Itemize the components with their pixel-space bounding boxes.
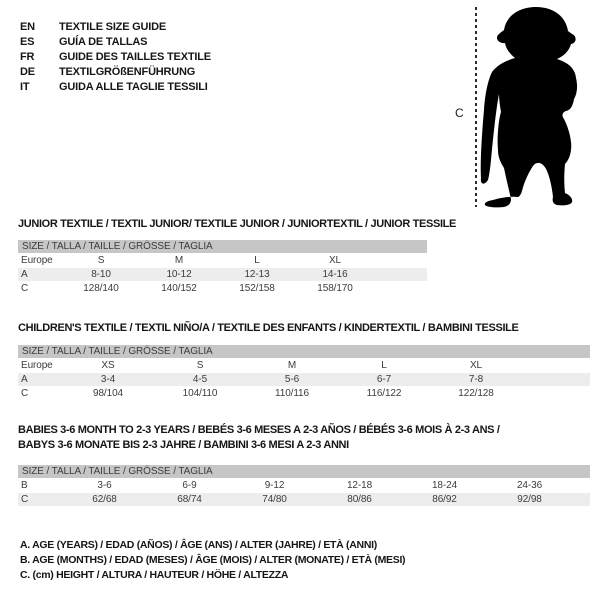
size-cell: S	[196, 360, 204, 371]
size-cell: 6-7	[376, 374, 392, 385]
size-cell: 158/170	[317, 283, 353, 294]
size-cell: 68/74	[177, 494, 202, 505]
junior-table-title: JUNIOR TEXTILE / TEXTIL JUNIOR/ TEXTILE JUNIOR / JUNIORTEXTIL / JUNIOR TESSILE	[18, 218, 457, 230]
size-cell: 116/122	[366, 388, 402, 399]
table-row	[18, 373, 590, 386]
language-title-list	[20, 19, 211, 95]
size-cell: 62/68	[92, 494, 117, 505]
babies-size-table	[18, 465, 590, 506]
size-cell: 14-16	[322, 269, 348, 280]
size-cell: S	[97, 255, 105, 266]
babies-title-line-2: BABYS 3-6 MONATE BIS 2-3 JAHRE / BAMBINI 3-6 MESI A 2-3 ANNI	[18, 438, 349, 451]
lang-title: TEXTILGRÖßENFÜHRUNG	[59, 66, 196, 79]
row-label: C	[21, 494, 29, 505]
size-cell: M	[174, 255, 184, 266]
size-cell: 3-4	[100, 374, 116, 385]
size-cell: 12-18	[346, 480, 373, 491]
lang-code: IT	[20, 81, 30, 94]
size-cell: L	[254, 255, 260, 266]
table-row	[18, 479, 590, 492]
size-cell: 24-36	[516, 480, 543, 491]
legend-line-c: C. (cm) HEIGHT / ALTURA / HAUTEUR / HÖHE / ALTEZZA	[20, 569, 289, 582]
size-cell: M	[287, 360, 297, 371]
lang-code: EN	[20, 20, 35, 33]
row-label: C	[21, 283, 29, 294]
size-cell: 140/152	[161, 283, 197, 294]
table-row	[18, 282, 427, 295]
lang-title: GUÍA DE TALLAS	[59, 35, 148, 48]
size-cell: 7-8	[468, 374, 484, 385]
size-cell: XL	[469, 360, 483, 371]
children-table-title: CHILDREN'S TEXTILE / TEXTIL NIÑO/A / TEXTILE DES ENFANTS / KINDERTEXTIL / BAMBINI TESSILE	[18, 322, 519, 334]
toddler-silhouette	[476, 2, 588, 210]
lang-code: ES	[20, 35, 35, 48]
size-cell: 18-24	[431, 480, 458, 491]
height-measure-label: C	[455, 106, 464, 120]
lang-code: DE	[20, 66, 35, 79]
table-row	[18, 268, 427, 281]
lang-row-it	[20, 80, 211, 95]
table-row	[18, 493, 590, 506]
row-label: C	[21, 388, 29, 399]
junior-size-table	[18, 240, 427, 295]
legend-line-b: B. AGE (MONTHS) / EDAD (MESES) / ÂGE (MOIS) / ALTER (MONATE) / ETÀ (MESI)	[20, 554, 406, 567]
lang-row-en	[20, 19, 211, 34]
size-cell: 92/98	[517, 494, 542, 505]
size-cell: 6-9	[182, 480, 197, 491]
row-label: A	[21, 374, 28, 385]
row-label: A	[21, 269, 28, 280]
size-cell: 4-5	[192, 374, 208, 385]
row-label: B	[21, 480, 28, 491]
size-cell: 10-12	[166, 269, 192, 280]
table-row	[18, 387, 590, 400]
size-header-bar: SIZE / TALLA / TAILLE / GRÖSSE / TAGLIA	[18, 345, 590, 358]
size-cell: 122/128	[458, 388, 494, 399]
table-row	[18, 254, 427, 267]
size-cell: 9-12	[264, 480, 285, 491]
row-label: Europe	[21, 255, 53, 266]
table-row	[18, 359, 590, 372]
size-header-bar: SIZE / TALLA / TAILLE / GRÖSSE / TAGLIA	[18, 465, 590, 478]
size-cell: XL	[328, 255, 342, 266]
lang-title: GUIDE DES TAILLES TEXTILE	[59, 50, 211, 63]
size-cell: XS	[101, 360, 115, 371]
lang-title: TEXTILE SIZE GUIDE	[59, 20, 167, 33]
size-cell: L	[381, 360, 387, 371]
measure-legend	[20, 538, 405, 584]
size-cell: 80/86	[347, 494, 372, 505]
size-cell: 104/110	[182, 388, 218, 399]
size-cell: 3-6	[97, 480, 112, 491]
lang-code: FR	[20, 50, 35, 63]
size-cell: 5-6	[284, 374, 300, 385]
children-size-table	[18, 345, 590, 400]
size-cell: 152/158	[239, 283, 275, 294]
size-cell: 8-10	[91, 269, 111, 280]
size-cell: 86/92	[432, 494, 457, 505]
size-cell: 110/116	[275, 388, 309, 399]
babies-table-title	[18, 423, 500, 452]
size-header-bar: SIZE / TALLA / TAILLE / GRÖSSE / TAGLIA	[18, 240, 427, 253]
row-label: Europe	[21, 360, 53, 371]
babies-title-line-1: BABIES 3-6 MONTH TO 2-3 YEARS / BEBÉS 3-6 MESES A 2-3 AÑOS / BÉBÉS 3-6 MOIS À 2-3 ANS /	[18, 424, 500, 436]
size-cell: 128/140	[83, 283, 119, 294]
lang-row-fr	[20, 49, 211, 64]
size-cell: 74/80	[262, 494, 287, 505]
size-cell: 12-13	[244, 269, 270, 280]
size-cell: 98/104	[93, 388, 123, 399]
lang-row-de	[20, 65, 211, 80]
legend-line-a: A. AGE (YEARS) / EDAD (AÑOS) / ÂGE (ANS) / ALTER (JAHRE) / ETÀ (ANNI)	[20, 539, 377, 551]
lang-title: GUIDA ALLE TAGLIE TESSILI	[59, 81, 208, 94]
lang-row-es	[20, 34, 211, 49]
